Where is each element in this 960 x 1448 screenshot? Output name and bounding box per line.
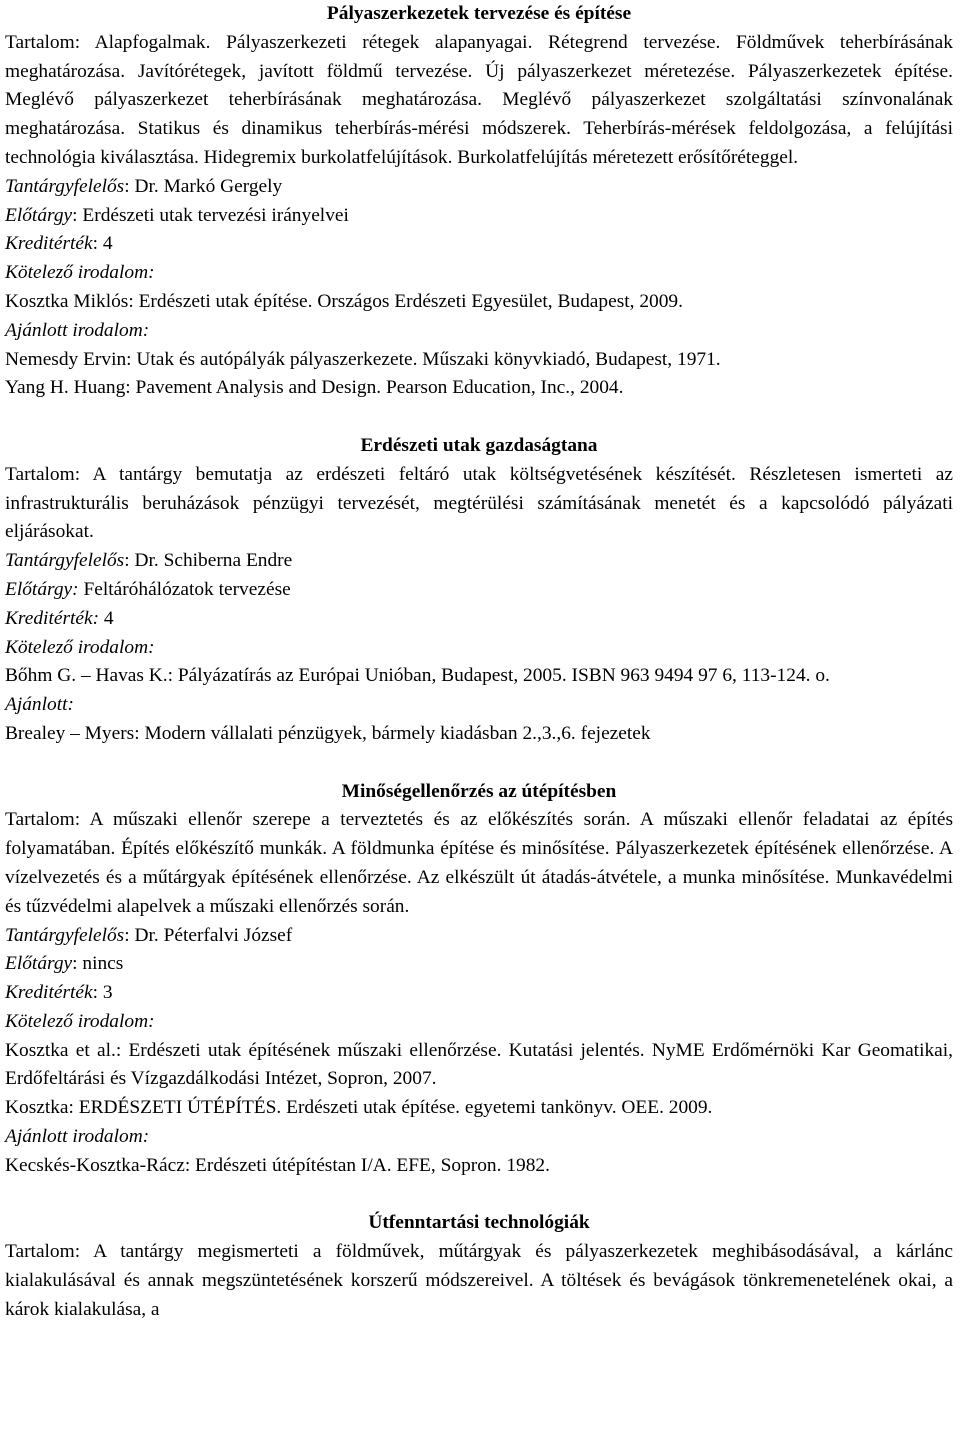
course-prerequisite — [5, 576, 953, 605]
course-content: Tartalom: A műszaki ellenőr szerepe a terveztetés és az előkészítés során. A műszaki ellenőr feladatai az építés folyamatában. Építés előkészítő munkák. A földmunka építése és minősítése. Pályaszerkezetek építésének ellenőrzése. A vízelvezetés és a műtárgyak építésének ellenőrzése. Az elkészült út átadás-átvétele, a munka minősítése. Munkavédelmi és tűzvédelmi alapelvek a műszaki ellenőrzés során. — [5, 809, 953, 917]
course-prerequisite-label: Előtárgy — [5, 204, 73, 226]
required-literature-item: Kosztka Miklós: Erdészeti utak építése. Országos Erdészeti Egyesület, Budapest, 2009. — [5, 290, 683, 312]
document-page — [5, 0, 953, 1325]
course-credit-value: 4 — [102, 233, 113, 255]
course-title: Útfenntartási technológiák — [368, 1212, 590, 1234]
course-responsible-value: Dr. Markó Gergely — [134, 175, 283, 197]
course-responsible — [5, 547, 953, 576]
course-responsible-separator: : — [124, 175, 135, 197]
required-literature-label: Kötelező irodalom: — [5, 262, 155, 284]
course-credit-value: 4 — [103, 607, 114, 629]
course-section — [5, 1209, 953, 1324]
course-responsible-label: Tantárgyfelelős — [5, 175, 125, 197]
course-prerequisite-label: Előtárgy — [5, 953, 73, 975]
course-prerequisite-value: nincs — [82, 953, 124, 975]
course-content: Tartalom: Alapfogalmak. Pályaszerkezeti rétegek alapanyagai. Rétegrend tervezése. Földművek teherbírásának meghatározása. Javítórétegek, javított földmű tervezése. Új pályaszerkezet méretezése. Pályaszerkezetek építése. Meglévő pályaszerkezet teherbírásának meghatározása. Meglévő pályaszerkezet szolgáltatási színvonalának meghatározása. Statikus és dinamikus teherbírás-mérési módszerek. Teherbírás-mérések feldolgozása, a felújítási technológia kiválasztása. Hidegremix burkolatfelújítások. Burkolatfelújítás méretezett erősítőréteggel. — [5, 31, 953, 168]
course-content: Tartalom: A tantárgy bemutatja az erdészeti feltáró utak költségvetésének készítését. Részletesen ismerteti az infrastrukturális beruházások pénzügyi tervezését, megtérülési számításának menetét és a kapcsolódó pályázati eljárásokat. — [5, 463, 953, 543]
required-literature-label: Kötelező irodalom: — [5, 636, 155, 658]
course-credit-label: Kreditérték: — [5, 607, 104, 629]
required-literature-item: Bőhm G. – Havas K.: Pályázatírás az Európai Unióban, Budapest, 2005. ISBN 963 9494 97 6, 113-124. o. — [5, 665, 830, 687]
required-literature-list — [5, 662, 953, 691]
course-prerequisite-separator: : — [72, 953, 83, 975]
recommended-literature-label: Ajánlott irodalom: — [5, 1126, 150, 1148]
required-literature-item: Kosztka: ERDÉSZETI ÚTÉPÍTÉS. Erdészeti utak építése. egyetemi tankönyv. OEE. 2009. — [5, 1097, 713, 1119]
course-credit — [5, 979, 953, 1008]
course-responsible-label: Tantárgyfelelős — [5, 550, 125, 572]
course-prerequisite-value: Erdészeti utak tervezési irányelvei — [82, 204, 349, 226]
course-credit-value: 3 — [102, 982, 113, 1004]
course-credit — [5, 605, 953, 634]
required-literature-item: Kosztka et al.: Erdészeti utak építésének műszaki ellenőrzése. Kutatási jelentés. NyME Erdőmérnöki Kar Geomatikai, Erdőfeltárási és Vízgazdálkodási Intézet, Sopron, 2007. — [5, 1039, 953, 1090]
course-responsible — [5, 173, 953, 202]
course-responsible-separator: : — [124, 924, 135, 946]
course-section — [5, 432, 953, 749]
recommended-literature-item: Yang H. Huang: Pavement Analysis and Design. Pearson Education, Inc., 2004. — [5, 377, 624, 399]
required-literature-label: Kötelező irodalom: — [5, 1010, 155, 1032]
course-prerequisite — [5, 950, 953, 979]
course-responsible-value: Dr. Schiberna Endre — [134, 550, 293, 572]
course-credit-label: Kreditérték — [5, 982, 93, 1004]
course-responsible-label: Tantárgyfelelős — [5, 924, 125, 946]
course-title: Minőségellenőrzés az útépítésben — [341, 780, 617, 802]
course-section — [5, 0, 953, 403]
course-credit-label: Kreditérték — [5, 233, 93, 255]
course-title: Pályaszerkezetek tervezése és építése — [326, 3, 632, 24]
recommended-literature-item: Nemesdy Ervin: Utak és autópályák pályaszerkezete. Műszaki könyvkiadó, Budapest, 1971. — [5, 348, 721, 370]
course-title: Erdészeti utak gazdaságtana — [360, 434, 598, 456]
recommended-literature-label: Ajánlott: — [5, 694, 74, 716]
required-literature-list — [5, 1037, 953, 1123]
course-content: Tartalom: A tantárgy megismerteti a földművek, műtárgyak és pályaszerkezetek meghibásodásával, a kárlánc kialakulásával és annak megszüntetésének korszerű módszereivel. A töltések és bevágások tönkremenetelének okai, a károk kialakulása, a — [5, 1241, 953, 1320]
course-credit-separator: : — [92, 982, 103, 1004]
course-prerequisite — [5, 202, 953, 231]
course-responsible-value: Dr. Péterfalvi József — [134, 924, 293, 946]
recommended-literature-item: Brealey – Myers: Modern vállalati pénzügyek, bármely kiadásban 2.,3.,6. fejezetek — [5, 722, 651, 744]
course-prerequisite-value: Feltáróhálózatok tervezése — [83, 578, 291, 600]
recommended-literature-list — [5, 720, 953, 749]
course-prerequisite-separator: : — [72, 204, 83, 226]
recommended-literature-item: Kecskés-Kosztka-Rácz: Erdészeti útépítéstan I/A. EFE, Sopron. 1982. — [5, 1154, 550, 1176]
course-credit — [5, 230, 953, 259]
recommended-literature-list — [5, 346, 953, 404]
course-credit-separator: : — [92, 233, 103, 255]
course-prerequisite-label: Előtárgy: — [5, 578, 84, 600]
course-section — [5, 778, 953, 1181]
course-responsible-separator: : — [124, 550, 135, 572]
course-responsible — [5, 922, 953, 951]
recommended-literature-label: Ajánlott irodalom: — [5, 319, 150, 341]
recommended-literature-list — [5, 1152, 953, 1181]
required-literature-list — [5, 288, 953, 317]
